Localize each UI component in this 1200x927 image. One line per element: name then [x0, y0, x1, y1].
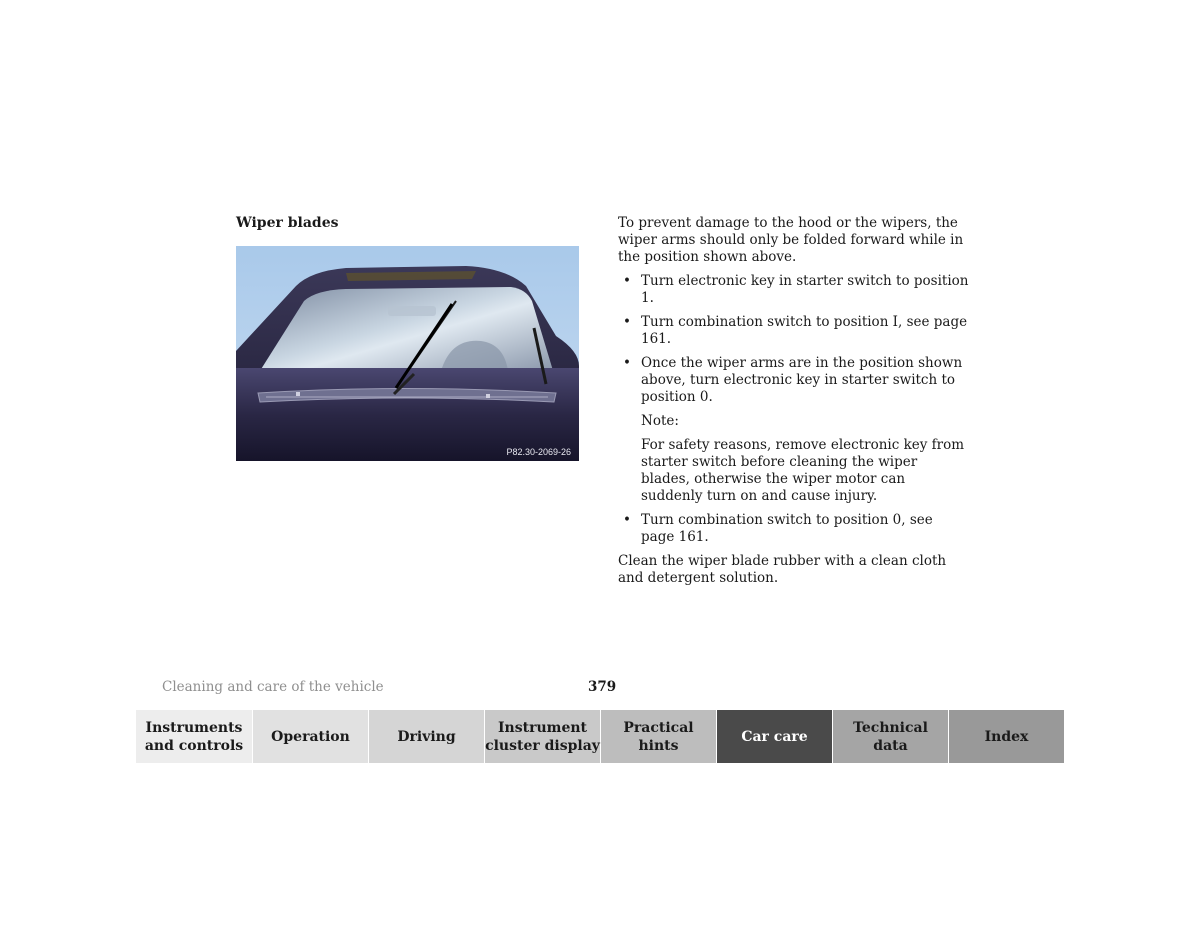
list-item: • Turn electronic key in starter switch to position 1.: [623, 272, 969, 306]
tab-label: Instrument cluster display: [485, 719, 600, 754]
intro-paragraph: To prevent damage to the hood or the wipers, the wiper arms should only be folded forward while in the position shown above.: [618, 215, 964, 265]
bullet-text: Turn combination switch to position 0, see page 161.: [641, 511, 933, 545]
tab-instruments-and-controls[interactable]: [136, 710, 253, 763]
tab-index[interactable]: [949, 710, 1065, 763]
bullet-text: Turn electronic key in starter switch to position 1.: [641, 272, 969, 306]
note-label: Note:: [641, 412, 679, 429]
list-item: • Turn combination switch to position I, see page 161.: [623, 313, 968, 347]
list-item: • Once the wiper arms are in the position shown above, turn electronic key in starter switch to position 0.: [623, 355, 963, 405]
tab-label: Driving: [397, 728, 456, 745]
tab-label: Car care: [741, 728, 808, 745]
body-text: [618, 215, 970, 594]
tab-label: Operation: [271, 728, 350, 745]
tab-technical-data[interactable]: [833, 710, 949, 763]
note-text: For safety reasons, remove electronic key from starter switch before cleaning the wiper blades, otherwise the wiper motor can suddenly turn on and cause injury.: [641, 437, 965, 504]
section-title: Wiper blades: [236, 215, 339, 231]
page-number: 379: [588, 679, 617, 695]
tab-label: Instruments and controls: [144, 719, 244, 754]
footer-section-title: Cleaning and care of the vehicle: [162, 679, 384, 695]
tab-label: Technical data: [853, 719, 928, 754]
chapter-nav: [136, 710, 1065, 763]
wiper-illustration: [236, 246, 579, 461]
tab-label: Index: [984, 728, 1029, 745]
tab-driving[interactable]: [369, 710, 485, 763]
bullet-text: Once the wiper arms are in the position shown above, turn electronic key in starter switch to position 0.: [641, 355, 963, 405]
tab-instrument-cluster-display[interactable]: [485, 710, 601, 763]
tab-label: Practical hints: [623, 719, 694, 754]
car-windshield-illustration: [236, 246, 579, 461]
list-item: • Turn combination switch to position 0, see page 161.: [623, 511, 933, 545]
tab-car-care[interactable]: [717, 710, 833, 763]
closing-paragraph: Clean the wiper blade rubber with a clean cloth and detergent solution.: [618, 553, 947, 586]
bullet-text: Turn combination switch to position I, see page 161.: [641, 313, 968, 347]
tab-operation[interactable]: [253, 710, 369, 763]
tab-practical-hints[interactable]: [601, 710, 717, 763]
figure-code: P82.30-2069-26: [506, 447, 571, 457]
